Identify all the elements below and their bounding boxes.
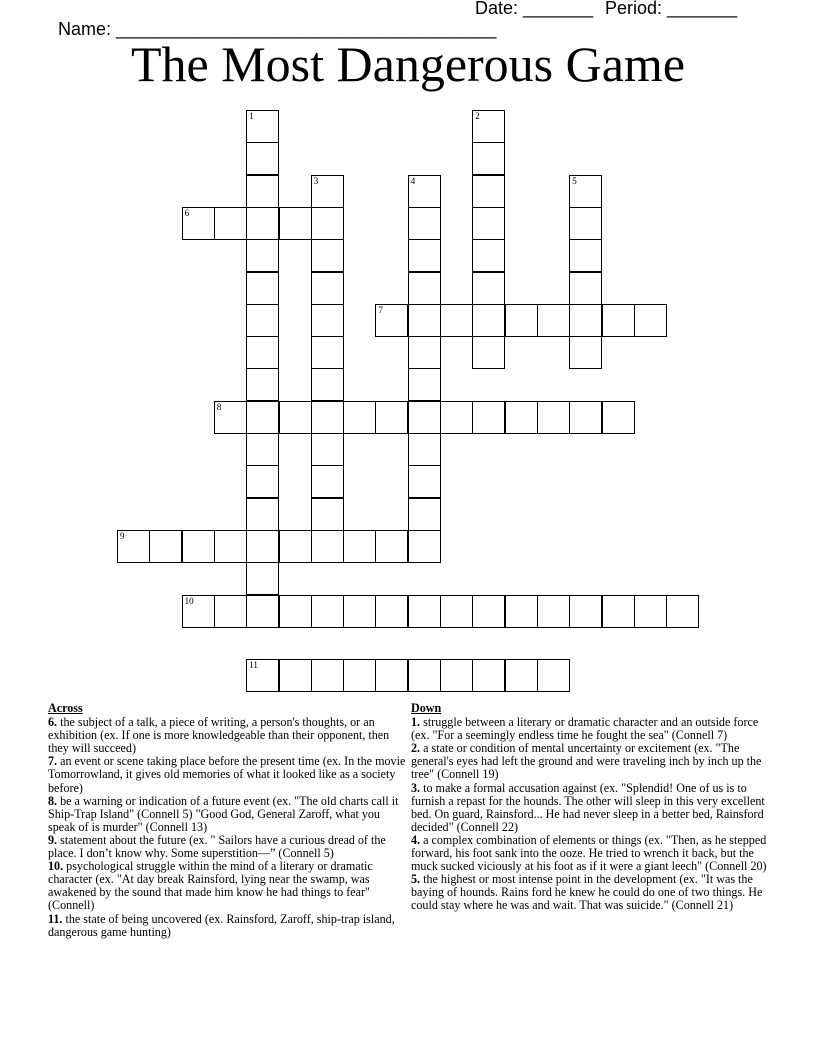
crossword-cell[interactable] [472,272,505,305]
clue-number: 3 [313,175,319,186]
crossword-cell[interactable] [214,595,247,628]
crossword-cell[interactable] [375,401,408,434]
crossword-cell[interactable] [408,433,441,466]
crossword-cell[interactable] [569,175,602,208]
crossword-cell[interactable] [311,498,344,531]
crossword-cell[interactable] [279,401,312,434]
crossword-cell[interactable] [343,401,376,434]
crossword-cell[interactable] [343,659,376,692]
crossword-cell[interactable] [311,175,344,208]
crossword-cell[interactable] [246,659,279,692]
crossword-cell[interactable] [537,304,570,337]
clue-across-10: 10. psychological struggle within the mind of a literary or dramatic character (ex. "At day break Rainsford, lying near the swamp, was awakened by the sound that made him know he had things to fear" (Connell) [48,859,373,913]
page-title: The Most Dangerous Game [130,36,686,92]
crossword-cell[interactable] [408,368,441,401]
crossword-cell[interactable] [246,498,279,531]
clue-down-2: 2. a state or condition of mental uncertainty or excitement (ex. "The general's eyes had left the ground and were traveling inch by inch up the tree" (Connell 19) [411,741,762,782]
crossword-cell[interactable] [408,336,441,369]
crossword-cell[interactable] [246,530,279,563]
crossword-cell[interactable] [117,530,150,563]
clue-number: 7 [378,304,383,315]
crossword-cell[interactable] [375,595,408,628]
crossword-cell[interactable] [472,336,505,369]
crossword-cell[interactable] [472,595,505,628]
clue-across-7: 7. an event or scene taking place before the present time (ex. In the movie Tomorrowland, it gives old memories of what it looked like as a society before) [48,754,406,795]
crossword-cell[interactable] [311,433,344,466]
clue-down-4: 4. a complex combination of elements or things (ex. "Then, as he stepped forward, his foot sank into the ooze. He tried to wrench it back, but the muck sucked viciously at his foot as if it were a giant leech" (Connell 20) [411,832,767,874]
crossword-cell[interactable] [246,110,279,143]
down-clues [411,702,771,913]
crossword-cell[interactable] [408,207,441,240]
crossword-cell[interactable] [472,401,505,434]
crossword-cell[interactable] [569,401,602,434]
crossword-cell[interactable] [408,304,441,337]
crossword-cell[interactable] [569,336,602,369]
clue-down-5: 5. the highest or most intense point in the development (ex. "It was the baying of hounds. Rains ford he knew he could do one of two things. He could stay where he was and wait. That was suicide." (Connell 21) [411,872,763,913]
crossword-cell[interactable] [311,465,344,498]
crossword-cell[interactable] [246,272,279,305]
crossword-cell[interactable] [537,401,570,434]
clue-number: 8 [216,401,222,412]
crossword-cell[interactable] [246,336,279,369]
crossword-cell[interactable] [666,595,699,628]
crossword-cell[interactable] [246,562,279,595]
crossword-cell[interactable] [505,595,538,628]
crossword-cell[interactable] [182,530,215,563]
period-field-label[interactable]: Period: _______ [605,0,738,18]
down-heading: Down [411,701,442,715]
clue-across-6: 6. the subject of a talk, a piece of writing, a person's thoughts, or an exhibition (ex. If one is more knowledgeable than their opponent, then they will succeed) [48,715,390,756]
crossword-cell[interactable] [279,530,312,563]
crossword-cell[interactable] [505,401,538,434]
crossword-cell[interactable] [311,272,344,305]
crossword-cell[interactable] [311,336,344,369]
crossword-cell[interactable] [408,595,441,628]
crossword-cell[interactable] [537,659,570,692]
crossword-cell[interactable] [472,142,505,175]
crossword-cell[interactable] [472,175,505,208]
crossword-cell[interactable] [149,530,182,563]
clue-number: 11 [249,660,258,671]
crossword-cell[interactable] [440,304,473,337]
crossword-cell[interactable] [311,595,344,628]
crossword-cell[interactable] [472,207,505,240]
crossword-cell[interactable] [182,595,215,628]
crossword-cell[interactable] [472,110,505,143]
crossword-cell[interactable] [537,595,570,628]
crossword-cell[interactable] [279,595,312,628]
crossword-cell[interactable] [343,530,376,563]
crossword-cell[interactable] [569,272,602,305]
crossword-cell[interactable] [440,595,473,628]
clue-number: 2 [475,111,480,121]
crossword-cell[interactable] [634,595,667,628]
clue-across-9: 9. statement about the future (ex. " Sailors have a curious dread of the place. I don’t know why. Some superstition—” (Connell 5) [48,832,386,861]
crossword-cell[interactable] [602,595,635,628]
crossword-cell[interactable] [472,659,505,692]
crossword-cell[interactable] [246,175,279,208]
crossword-cell[interactable] [246,207,279,240]
crossword-cell[interactable] [311,659,344,692]
across-heading: Across [48,701,83,715]
crossword-cell[interactable] [279,659,312,692]
clue-across-8: 8. be a warning or indication of a future event (ex. "The old charts call it Ship-Trap Island" (Connell 5) "Good God, General Zaroff, what you speak of is murder" (Connell 13) [48,793,399,834]
crossword-cell[interactable] [408,239,441,272]
crossword-cell[interactable] [505,659,538,692]
crossword-cell[interactable] [246,433,279,466]
crossword-cell[interactable] [472,239,505,272]
clue-number: 1 [249,111,254,121]
crossword-cell[interactable] [408,659,441,692]
crossword-cell[interactable] [569,595,602,628]
crossword-cell[interactable] [602,304,635,337]
crossword-cell[interactable] [214,401,247,434]
crossword-cell[interactable] [311,401,344,434]
crossword-cell[interactable] [634,304,667,337]
crossword-cell[interactable] [311,530,344,563]
crossword-cell[interactable] [246,595,279,628]
crossword-cell[interactable] [246,465,279,498]
across-clues [48,702,406,939]
crossword-cell[interactable] [408,530,441,563]
crossword-cell[interactable] [311,304,344,337]
crossword-cell[interactable] [408,465,441,498]
clue-across-11: 11. the state of being uncovered (ex. Rainsford, Zaroff, ship-trap island, dangerous game hunting) [48,911,395,939]
crossword-cell[interactable] [246,304,279,337]
crossword-cell[interactable] [569,207,602,240]
crossword-cell[interactable] [408,175,441,208]
clue-down-3: 3. to make a formal accusation against (ex. "Splendid! One of us is to furnish a repast for the hounds. The other will sleep in this very excellent bed. On guard, Rainsford... He had never sleep in a better bed, Rainsford decided" (Connell 22) [411,780,765,834]
date-field-label[interactable]: Date: _______ [475,0,594,18]
crossword-cell[interactable] [569,304,602,337]
clue-down-1: 1. struggle between a literary or dramatic character and an outside force (ex. "For a seemingly endless time he fought the sea" (Connell 7) [411,715,759,743]
crossword-cell[interactable] [246,368,279,401]
crossword-cell[interactable] [246,401,279,434]
name-field-label[interactable]: Name: ______________________________________ [58,19,497,39]
crossword-cell[interactable] [343,595,376,628]
crossword-cell[interactable] [375,659,408,692]
crossword-cell[interactable] [246,239,279,272]
clue-number: 4 [410,175,416,186]
crossword-cell[interactable] [375,304,408,337]
clue-number: 9 [120,530,125,541]
crossword-cell[interactable] [408,401,441,434]
crossword-cell[interactable] [472,304,505,337]
crossword-cell[interactable] [182,207,215,240]
crossword-cell[interactable] [246,142,279,175]
crossword-cell[interactable] [408,498,441,531]
crossword-cell[interactable] [440,401,473,434]
crossword-cell[interactable] [375,530,408,563]
crossword-cell[interactable] [311,368,344,401]
crossword-cell[interactable] [311,207,344,240]
crossword-cell[interactable] [311,239,344,272]
crossword-cell[interactable] [214,530,247,563]
crossword-cell[interactable] [505,304,538,337]
crossword-cell[interactable] [408,272,441,305]
clue-number: 10 [184,595,194,606]
crossword-cell[interactable] [602,401,635,434]
crossword-cell[interactable] [214,207,247,240]
crossword-cell[interactable] [440,659,473,692]
crossword-cell[interactable] [569,239,602,272]
clue-number: 6 [184,207,190,218]
crossword-cell[interactable] [279,207,312,240]
clue-number: 5 [572,175,577,186]
